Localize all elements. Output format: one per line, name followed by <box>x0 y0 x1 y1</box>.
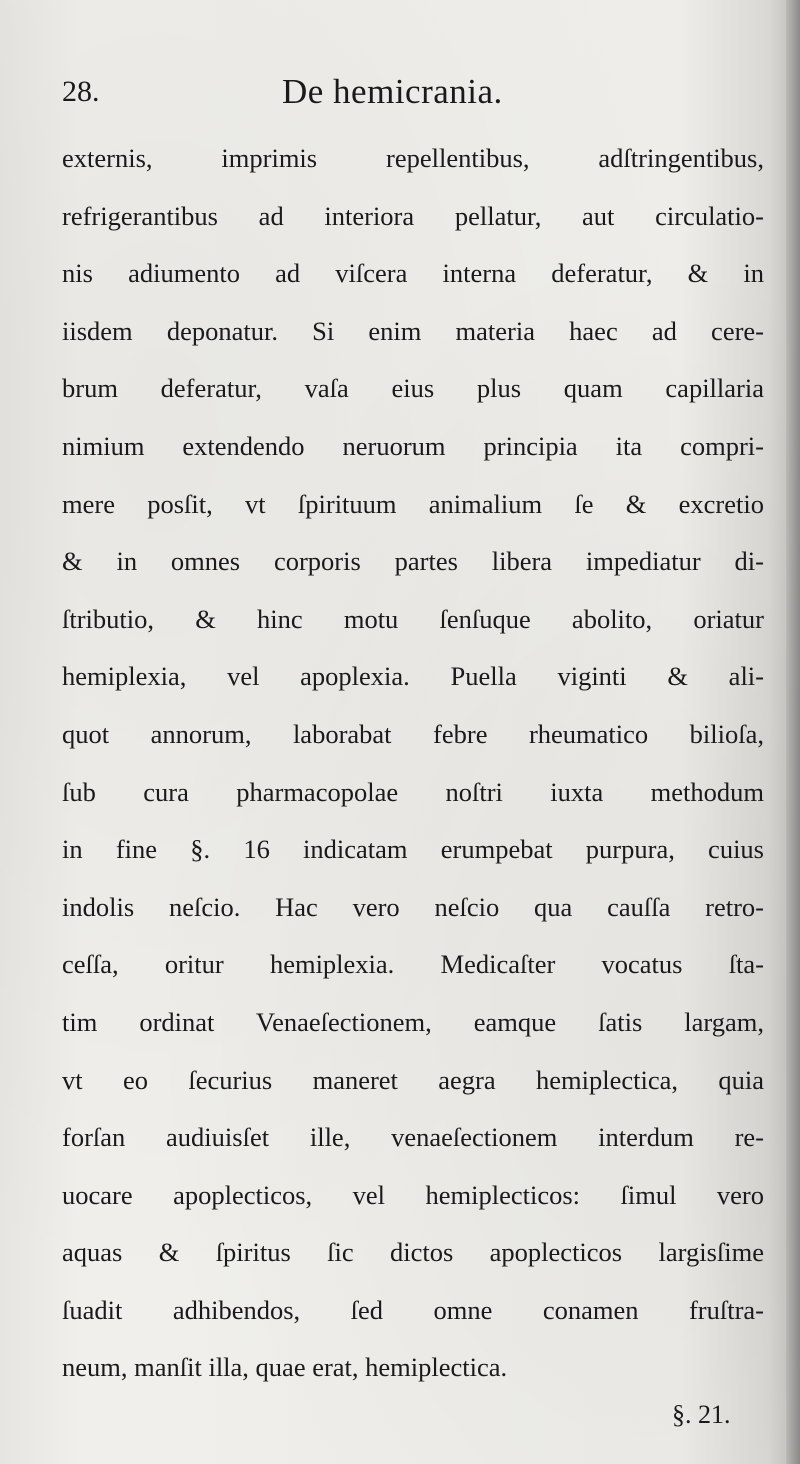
text-line: ſuadit adhibendos, ſed omne conamen fruſtra- <box>62 1294 764 1325</box>
text-line: externis, imprimis repellentibus, adſtringentibus, <box>62 143 764 173</box>
text-line: forſan audiuisſet ille, venaeſectionem interdum re- <box>62 1122 764 1153</box>
text-line: quot annorum, laborabat febre rheumatico bilioſa, <box>62 718 764 749</box>
text-line: indolis neſcio. Hac vero neſcio qua cauſſa retro- <box>62 891 764 922</box>
text-line: ſtributio, & hinc motu ſenſuque abolito, oriatur <box>62 603 764 634</box>
running-title: De hemicrania. <box>282 72 503 111</box>
page-header <box>62 70 762 120</box>
body-text <box>62 130 764 1397</box>
text-line: nis adiumento ad viſcera interna deferatur, & in <box>62 258 764 289</box>
text-line: mere posſit, vt ſpirituum animalium ſe & excretio <box>62 488 764 519</box>
text-line: nimium extendendo neruorum principia ita compri- <box>62 430 764 461</box>
text-line: aquas & ſpiritus ſic dictos apoplecticos largisſime <box>62 1237 764 1268</box>
text-line: uocare apoplecticos, vel hemiplecticos: ſimul vero <box>62 1179 764 1210</box>
text-line: iisdem deponatur. Si enim materia haec ad cere- <box>62 315 764 346</box>
text-line: hemiplexia, vel apoplexia. Puella viginti & ali- <box>62 661 764 692</box>
text-line: tim ordinat Venaeſectionem, eamque ſatis largam, <box>62 1006 764 1037</box>
catchword: §. 21. <box>672 1400 731 1429</box>
text-line: in fine §. 16 indicatam erumpebat purpura, cuius <box>62 834 764 865</box>
page-edge-shadow <box>786 0 800 1464</box>
text-line: ſub cura pharmacopolae noſtri iuxta methodum <box>62 776 764 807</box>
text-line: refrigerantibus ad interiora pellatur, aut circulatio- <box>62 200 764 231</box>
text-line: vt eo ſecurius maneret aegra hemiplectica, quia <box>62 1064 764 1095</box>
text-line: brum deferatur, vaſa eius plus quam capillaria <box>62 373 764 404</box>
text-line: & in omnes corporis partes libera impediatur di- <box>62 546 764 577</box>
text-line: neum, manſit illa, quae erat, hemiplectica. <box>62 1352 508 1383</box>
text-line: ceſſa, oritur hemiplexia. Medicaſter vocatus ſta- <box>62 949 764 980</box>
page-number: 28. <box>62 75 100 108</box>
